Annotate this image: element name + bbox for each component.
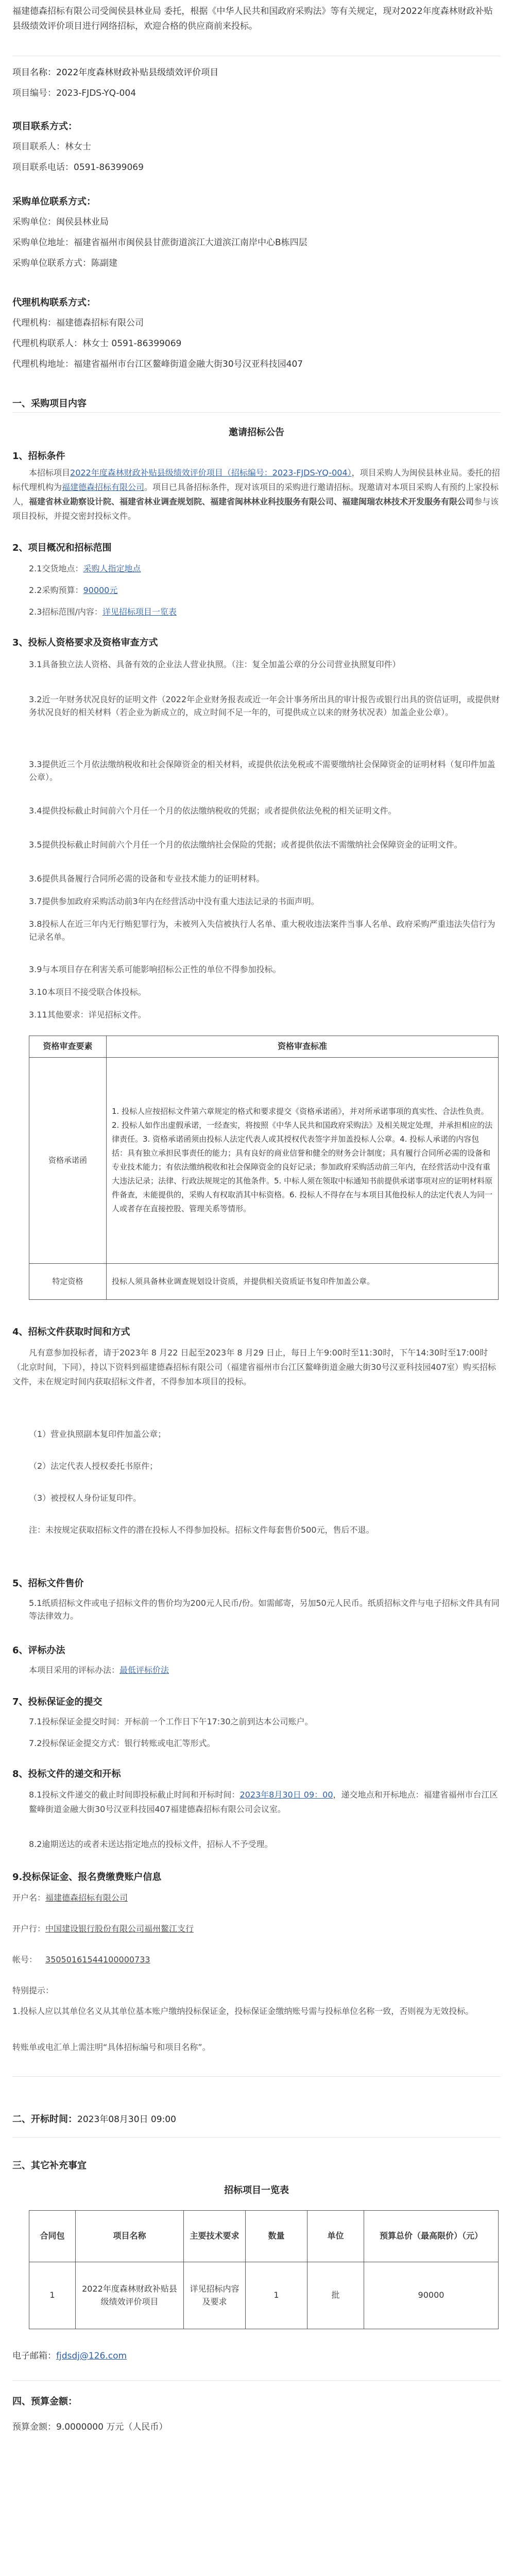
bank-branch-value: 中国建设银行股份有限公司福州鳌江支行 xyxy=(45,1924,194,1934)
s5-body: 5.1纸质招标文件或电子招标文件的售价均为200元人民币/份。如需邮寄，另加50元人民币。纸质招标文件与电子招标文件具有同等法律效力。 xyxy=(29,1598,500,1621)
agency-link[interactable]: 福建德森招标有限公司 xyxy=(62,482,145,492)
table-cell: 资格承诺函 xyxy=(29,1057,107,1263)
s1-text-c: 。项目已具备招标条件，现对该项目的采购进行邀请招标。现邀请对本项目采购人有预约上家投标人， xyxy=(12,482,499,506)
notice-s6-title: 6、评标办法 xyxy=(12,1645,65,1656)
notice-s2-title: 2、项目概况和招标范围 xyxy=(12,543,112,553)
bank-account-row xyxy=(12,1954,501,1967)
table-cell: 批 xyxy=(307,2262,364,2329)
s3-item: 3.1具备独立法人资格、具备有效的企业法人营业执照。（注：复全加盖公章的分公司营业执照复印件） xyxy=(29,659,401,669)
table-cell: 1 xyxy=(246,2262,307,2329)
agency-address: 代理机构地址：福建省福州市台江区鳌峰街道金融大街30号汉亚科技园407 xyxy=(12,359,303,369)
s3-item: 3.8投标人在近三年内无行贿犯罪行为，未被列入失信被执行人名单、重大税收违法案件当事人名单、政府采购严重违法失信行为记录名单。 xyxy=(29,919,495,942)
s2-item-label: 2.1交货地点： xyxy=(29,564,83,573)
section-2-title: 二、开标时间： xyxy=(12,2114,77,2125)
section-2-row xyxy=(12,2112,501,2127)
email-row xyxy=(12,2349,501,2363)
bank-account-label: 帐号： xyxy=(12,1955,38,1964)
intro-paragraph: 福建德森招标有限公司受闽侯县林业局 委托，根据《中华人民共和国政府采购法》等有关规定，现对2022年度森林财政补贴县级绩效评价项目进行网络招标，欢迎合格的供应商前来投标。 xyxy=(12,6,493,31)
table-header-row xyxy=(29,1036,499,1058)
notice-s1-title: 1、招标条件 xyxy=(12,451,65,462)
s6-method: 最低评标价法 xyxy=(119,1665,169,1675)
section-1-title: 一、采购项目内容 xyxy=(12,398,87,409)
project-contact-phone: 项目联系电话：0591-86399069 xyxy=(12,162,144,173)
s6-body xyxy=(12,1664,501,1677)
purchaser-name: 采购单位：闽侯县林业局 xyxy=(12,217,109,227)
s3-item: 3.10本项目不接受联合体投标。 xyxy=(29,987,146,997)
s2-item-value: 90000元 xyxy=(83,585,118,595)
project-number: 项目编号：2023-FJDS-YQ-004 xyxy=(12,88,136,98)
agency-name: 代理机构：福建德森招标有限公司 xyxy=(12,318,144,328)
table-header-cell: 资格审查标准 xyxy=(107,1036,499,1058)
s3-item: 3.9与本项目存在利害关系可能影响招标公正性的单位不得参加投标。 xyxy=(29,964,281,974)
s2-item-label: 2.2采购预算： xyxy=(29,585,83,595)
lots-title: 招标项目一览表 xyxy=(224,2185,289,2196)
notice-s1-body xyxy=(12,466,501,523)
bank-account-value: 35050161544100000733 xyxy=(45,1955,150,1964)
table-row xyxy=(29,2262,499,2329)
s4-item: （2）法定代表人授权委托书原件； xyxy=(29,1461,158,1471)
table-header-cell: 预算总价（最高限价）（元） xyxy=(364,2211,499,2262)
table-header-cell: 数量 xyxy=(246,2211,307,2262)
s2-item-value: 采购人指定地点 xyxy=(83,564,141,573)
s4-item: （3）被授权人身份证复印件。 xyxy=(29,1493,142,1503)
s1-text-b: ，项目采购人为闽侯县林业局。委托的招标代理机构为 xyxy=(12,468,500,492)
email-link[interactable]: fjdsdj@126.com xyxy=(56,2351,127,2361)
s3-item: 3.5提供投标截止时间前六个月任一个月的依法缴纳社会保险的凭据；或者提供依法不需缴纳社会保障资金的证明文件。 xyxy=(29,840,463,850)
divider xyxy=(12,2380,501,2381)
project-contact-title: 项目联系方式： xyxy=(12,121,77,132)
s3-item: 3.4提供投标截止时间前六个月任一个月的依法缴纳税收的凭据；或者提供依法免税的相关证明文件。 xyxy=(29,806,397,816)
notice-title: 邀请招标公告 xyxy=(229,427,284,438)
notice-s8-title: 8、投标文件的递交和开标 xyxy=(12,1769,121,1780)
purchaser-address: 采购单位地址：福建省福州市闽侯县甘蔗街道滨江大道滨江南岸中心B栋四层 xyxy=(12,238,307,248)
qualification-table xyxy=(29,1036,499,1300)
qualification-table-wrap xyxy=(29,1036,499,1300)
lots-table xyxy=(29,2210,499,2329)
special-note-2: 转账单或电汇单上需注明“具体招标编号和项目名称”。 xyxy=(12,2042,211,2052)
s2-item xyxy=(12,606,501,619)
project-name: 项目名称：2022年度森林财政补贴县级绩效评价项目 xyxy=(12,67,219,78)
bank-name-row xyxy=(12,1892,501,1905)
notice-s9-title: 9.投标保证金、报名费缴费账户信息 xyxy=(12,1872,162,1883)
bank-branch-row xyxy=(12,1923,501,1936)
s8-deadline: 2023年8月30日 09：00 xyxy=(240,1790,333,1800)
s7-item: 7.1投标保证金提交时间：开标前一个工作日下午17:30之前到达本公司账户。 xyxy=(29,1717,313,1726)
s2-item xyxy=(12,584,501,597)
project-link[interactable]: 2022年度森林财政补贴县级绩效评价项目（招标编号：2023-FJDS-YQ-004） xyxy=(70,468,352,478)
table-cell: 1. 投标人应按招标文件第六章规定的格式和要求提交《资格承诺函》，并对所承诺事项的真实性、合法性负责。2. 投标人如作出虚假承诺，一经查实，将按照《中华人民共和国政府采购法》及相关规定处理，并承担相应的法律责任。3. 资格承诺函须由投标人法定代表人或其授权代表签字并加盖投标人公章。4. 投标人承诺的内容包括：具有独立承担民事责任的能力；具有良好的商业信誉和健全的财务会计制度；具有履行合同所必需的设备和专业技术能力；有依法缴纳税收和社会保障资金的良好记录；参加政府采购活动前三年内，在经营活动中没有重大违法记录；法律、行政法规规定的其他条件。5. 中标人须在领取中标通知书前提供承诺事项对应的证明材料原件备查，未能提供的，采购人有权取消其中标资格。6. 投标人不得存在与本项目其他投标人的法定代表人为同一人或者存在直接控股、管理关系等情形。 xyxy=(107,1057,499,1263)
bank-branch-label: 开户行： xyxy=(12,1924,46,1934)
table-cell: 特定资格 xyxy=(29,1263,107,1299)
purchaser-title: 采购单位联系方式： xyxy=(12,196,96,207)
s1-invited-bidders: 福建省林业勘察设计院、福建省林业调查规划院、福建省闽林林业科技服务有限公司、福建闽瑞农林技术开发服务有限公司 xyxy=(29,497,474,506)
budget-amount: 预算金额：9.0000000 万元（人民币） xyxy=(12,2422,168,2432)
bank-name-label: 开户名： xyxy=(12,1893,46,1903)
s3-item: 3.7提供参加政府采购活动前3年内在经营活动中没有重大违法记录的书面声明。 xyxy=(29,896,319,906)
s6-label: 本项目采用的评标办法： xyxy=(29,1665,120,1675)
s8-text-b: ，递交地点和开标地点：福建省福州市台江区鳌峰街道金融大街30号汉亚科技园407福建德森招标有限公司会议室。 xyxy=(29,1790,498,1814)
table-row xyxy=(29,1057,499,1263)
s3-item: 3.2近一年财务状况良好的证明文件（2022年企业财务报表或近一年会计事务所出具的审计报告或银行出具的资信证明，或提供财务状况良好的相关材料（若企业为新成立的，成立时间不足一年的，可提供成立以来的财务状况表）加盖企业公章）。 xyxy=(29,694,500,717)
notice-s7-title: 7、投标保证金的提交 xyxy=(12,1697,102,1707)
divider xyxy=(12,412,501,413)
s2-item xyxy=(12,563,501,575)
s3-item: 3.6提供具备履行合同所必需的设备和专业技术能力的证明材料。 xyxy=(29,874,265,884)
s4-item: （1）营业执照副本复印件加盖公章； xyxy=(29,1429,166,1439)
section-3-title: 三、其它补充事宜 xyxy=(12,2160,87,2171)
table-cell: 90000 xyxy=(364,2262,499,2329)
table-header-row xyxy=(29,2211,499,2262)
notice-s3-title: 3、投标人资格要求及资格审查方式 xyxy=(12,637,158,648)
s3-item: 3.11其他要求：详见招标文件。 xyxy=(29,1010,146,1020)
s8-text-a: 8.1投标文件递交的截止时间即投标截止时间和开标时间： xyxy=(29,1790,240,1800)
s1-text-a: 本招标项目 xyxy=(29,468,71,478)
opening-time: 2023年08月30日 09:00 xyxy=(77,2114,176,2125)
table-cell: 2022年度森林财政补贴县级绩效评价项目 xyxy=(76,2262,184,2329)
email-label: 电子邮箱： xyxy=(12,2351,56,2361)
table-header-cell: 资格审查要素 xyxy=(29,1036,107,1058)
s3-item: 3.3提供近三个月依法缴纳税收和社会保障资金的相关材料，或提供依法免税或不需要缴纳社会保障资金的证明材料（复印件加盖公章）。 xyxy=(29,759,495,782)
section-4-title: 四、预算金额： xyxy=(12,2396,77,2407)
table-cell: 投标人须具备林业调查规划设计资质，并提供相关资质证书复印件加盖公章。 xyxy=(107,1263,499,1299)
lots-table-wrap xyxy=(29,2210,499,2329)
table-header-cell: 主要技术要求 xyxy=(184,2211,246,2262)
project-contact-person: 项目联系人：林女士 xyxy=(12,142,91,152)
divider xyxy=(12,2137,501,2138)
table-cell: 详见招标内容及要求 xyxy=(184,2262,246,2329)
s1-text-d: 参与该项目投标，并提交密封投标文件。 xyxy=(12,497,499,521)
special-title: 特别提示： xyxy=(12,1986,54,1995)
purchaser-contact: 采购单位联系方式：陈副建 xyxy=(12,258,117,268)
table-cell: 1 xyxy=(29,2262,76,2329)
table-row xyxy=(29,1263,499,1299)
agency-contact: 代理机构联系人：林女士 0591-86399069 xyxy=(12,338,182,349)
s2-item-label: 2.3招标范围/内容： xyxy=(29,607,102,617)
divider xyxy=(12,2076,501,2077)
notice-s4-title: 4、招标文件获取时间和方式 xyxy=(12,1327,130,1337)
s8-body xyxy=(12,1788,501,1817)
agency-title: 代理机构联系方式： xyxy=(12,297,96,308)
table-header-cell: 合同包 xyxy=(29,2211,76,2262)
table-header-cell: 项目名称 xyxy=(76,2211,184,2262)
special-note-1: 1.投标人应以其单位名义从其单位基本账户缴纳投标保证金，投标保证金缴纳账号需与投标单位名称一致，否则视为无效投标。 xyxy=(12,2006,474,2016)
bank-name-value: 福建德森招标有限公司 xyxy=(45,1893,128,1903)
s4-note: 注：未按规定获取招标文件的潜在投标人不得参加投标。招标文件每套售价500元，售后不退。 xyxy=(29,1525,374,1535)
s4-body: 凡有意参加投标者，请于2023年 8 月22 日起至2023年 8 月29 日止，每日上午9:00时至11:30时，下午14:30时至17:00时（北京时间，下同），持以下资料到福建德森招标有限公司（福建省福州市台江区鳌峰街道金融大街30号汉亚科技园407室）购买招标文件，未在规定时间内获取招标文件者，不得参加本项目的投标。 xyxy=(12,1348,496,1386)
s2-item-value: 详见招标项目一览表 xyxy=(102,607,177,617)
notice-s5-title: 5、招标文件售价 xyxy=(12,1578,84,1589)
table-header-cell: 单位 xyxy=(307,2211,364,2262)
s7-item: 7.2投标保证金提交方式：银行转账或电汇等形式。 xyxy=(29,1738,215,1748)
s8-body-c: 8.2逾期送达的或者未送达指定地点的投标文件，招标人不予受理。 xyxy=(29,1839,273,1849)
